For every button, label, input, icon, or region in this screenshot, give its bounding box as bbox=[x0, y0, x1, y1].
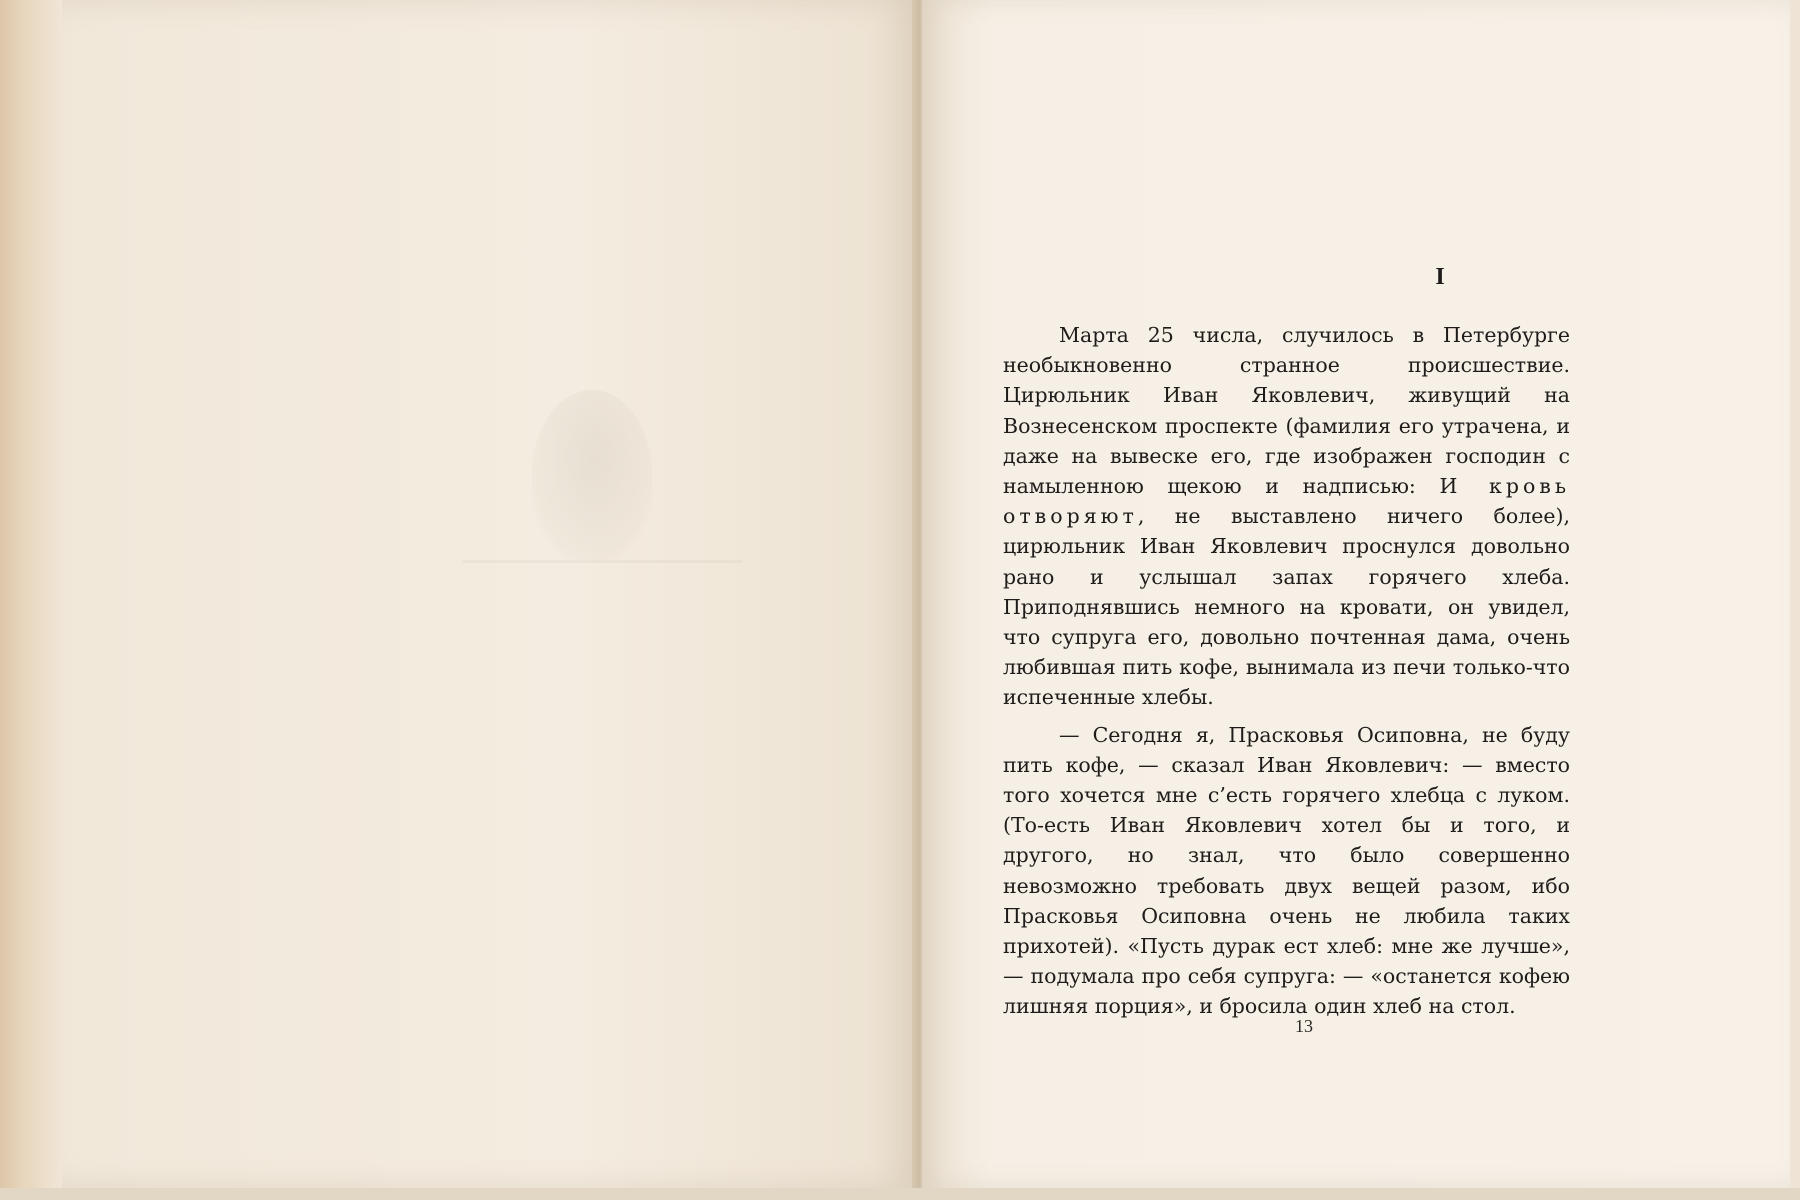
book-edge bbox=[0, 0, 62, 1200]
paragraph bbox=[1003, 320, 1570, 713]
paragraph-text: — Сегодня я, Прасковья Осиповна, не буду пить кофе, — сказал Иван Яковлевич: — вместо того хочется мне с’есть горячего хлебца с луком. (То-есть Иван Яковлевич хотел бы и того, и другого, но знал, что было совершенно невозможно требовать двух вещей разом, ибо Прасковья Осиповна очень не любила таких прихотей). «Пусть дурак ест хлеб: мне же лучше», — подумала про себя супруга: — «останется кофею лишняя порция», и бросила один хлеб на стол. bbox=[1003, 722, 1570, 1019]
book-bottom-edge bbox=[0, 1188, 1800, 1200]
paragraph-text: , не выставлено ничего более), цирюльник Иван Яковлевич проснулся довольно рано и услышал запах горячего хлеба. Приподнявшись немного на кровати, он увидел, что супруга его, довольно почтенная дама, очень любившая пить кофе, вынимала из печи только-что испеченные хлебы. bbox=[1003, 504, 1570, 710]
show-through-illustration bbox=[532, 390, 652, 560]
paragraph bbox=[1003, 720, 1570, 1022]
emphasized-text: И кровь отворяют bbox=[1003, 474, 1570, 529]
chapter-heading: I bbox=[1435, 264, 1445, 290]
page-number: 13 bbox=[1295, 1016, 1313, 1036]
body-text bbox=[1003, 320, 1570, 1022]
show-through-mark bbox=[462, 560, 742, 563]
left-page bbox=[62, 0, 914, 1188]
paragraph-text: Марта 25 числа, случилось в Петербурге необыкновенно странное происшествие. Цирюльник Иван Яковлевич, живущий на Вознесенском проспекте (фамилия его утрачена, и даже на вывеске его, где изображен господин с намыленною щекою и надписью: bbox=[1003, 323, 1570, 499]
